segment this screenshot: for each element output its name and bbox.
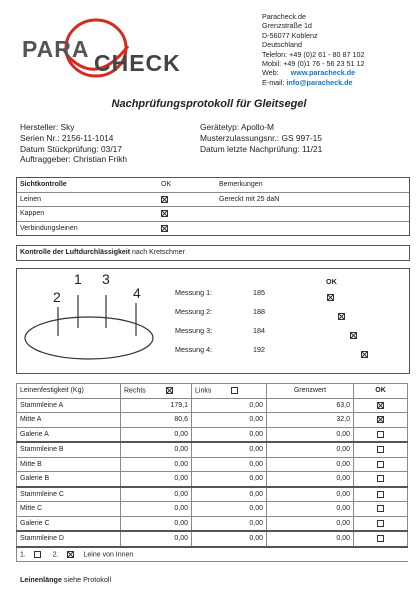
lf-row-links: 0,00	[192, 531, 267, 547]
sicht-row-label: Leinen	[17, 192, 158, 207]
messung-value: 185	[253, 288, 265, 297]
option-2-label: 2.	[52, 550, 59, 558]
lf-row-links: 0,00	[192, 502, 267, 517]
sicht-row	[17, 221, 409, 235]
lf-row	[17, 427, 408, 442]
lf-row	[17, 457, 408, 472]
lf-header-links: Links	[195, 387, 212, 395]
lf-ok-checkbox[interactable]	[377, 535, 384, 542]
lf-row	[17, 531, 408, 547]
lf-row-links: 0,00	[192, 398, 267, 413]
leinenfestigkeit-table	[16, 383, 408, 562]
email-label: E-mail:	[262, 77, 285, 87]
lf-row-label: Stammleine D	[17, 531, 121, 547]
lf-row-rechts: 0,00	[121, 457, 192, 472]
lf-row-ok-cell	[354, 531, 408, 547]
lf-row-ok-cell	[354, 502, 408, 517]
lf-row-rechts: 0,00	[121, 472, 192, 487]
lf-ok-checkbox[interactable]	[377, 402, 384, 409]
messung-label: Messung 3:	[175, 326, 213, 335]
lf-row	[17, 502, 408, 517]
lf-row-ok-cell	[354, 472, 408, 487]
luft-ok-header: OK	[326, 277, 337, 286]
logo	[20, 18, 181, 78]
lf-row	[17, 413, 408, 428]
messung-label: Messung 2:	[175, 307, 213, 316]
luft-heading-rest: nach Kretschmer	[130, 249, 185, 256]
sicht-checkbox[interactable]	[161, 196, 168, 203]
line-number-2: 2	[53, 289, 61, 305]
datum-letzte-nachpruefung: Datum letzte Nachprüfung: 11/21	[200, 143, 323, 154]
messung-label: Messung 1:	[175, 288, 213, 297]
sicht-row-label: Verbindungsleinen	[20, 224, 78, 232]
hersteller: Hersteller: Sky	[20, 122, 75, 132]
lf-row-links: 0,00	[192, 442, 267, 457]
lf-row-links: 0,00	[192, 457, 267, 472]
sicht-row-remark: Gereckt mit 25 daN	[216, 192, 409, 207]
lf-row-grenzwert: 0,00	[267, 442, 354, 457]
info-right	[200, 122, 322, 154]
messung-value: 192	[253, 345, 265, 354]
geraetetyp: Gerätetyp: Apollo-M	[200, 122, 275, 132]
lf-row-label: Stammleine A	[17, 398, 121, 413]
lf-row-label: Mitte B	[17, 457, 121, 472]
lf-row	[17, 398, 408, 413]
leinenlaenge-bold: Leinenlänge	[20, 575, 62, 584]
lf-header-label: Leinenfestigkeit (Kg)	[17, 384, 121, 399]
web-label: Web:	[262, 68, 279, 78]
sicht-checkbox[interactable]	[161, 225, 168, 232]
seriennr: Serien Nr.: 2156-11-1014	[20, 132, 114, 143]
web-link[interactable]: www.paracheck.de	[290, 68, 356, 78]
sicht-checkbox[interactable]	[161, 210, 168, 217]
mobil: Mobil: +49 (0)1 76 - 56 23 51 12	[262, 59, 365, 69]
lf-row	[17, 442, 408, 457]
lf-row-grenzwert: 63,0	[267, 398, 354, 413]
lf-row-grenzwert: 0,00	[267, 487, 354, 502]
lf-ok-checkbox[interactable]	[377, 431, 384, 438]
lf-row-ok-cell	[354, 413, 408, 428]
messung-checkbox[interactable]	[350, 332, 357, 339]
option-1-checkbox[interactable]	[34, 551, 41, 558]
sicht-header-remarks: Bemerkungen	[216, 178, 409, 192]
lf-row-ok-cell	[354, 427, 408, 442]
lf-row-links: 0,00	[192, 472, 267, 487]
lf-row-rechts: 0,00	[121, 442, 192, 457]
lf-footer-row	[17, 547, 408, 562]
company-address	[262, 12, 365, 87]
datum-stueckpruefung: Datum Stückprüfung: 03/17	[20, 143, 122, 154]
sicht-row	[17, 207, 409, 222]
lf-ok-checkbox[interactable]	[377, 446, 384, 453]
messung-label: Messung 4:	[175, 345, 213, 354]
lf-row-links: 0,00	[192, 487, 267, 502]
lf-row-rechts: 179,1	[121, 398, 192, 413]
lf-row	[17, 516, 408, 531]
sicht-row-remark	[216, 221, 409, 235]
lf-row-grenzwert: 0,00	[267, 457, 354, 472]
lf-row-label: Stammleine B	[17, 442, 121, 457]
rechts-checkbox[interactable]	[166, 387, 173, 394]
lf-ok-checkbox[interactable]	[377, 491, 384, 498]
musterzulassung: Musterzulassungsnr.: GS 997-15	[200, 132, 322, 143]
messung-value: 188	[253, 307, 265, 316]
lf-row-label: Mitte A	[17, 413, 121, 428]
auftraggeber: Auftraggeber: Christian Frikh	[20, 154, 128, 165]
leine-von-innen: Leine von Innen	[83, 550, 134, 558]
lf-row	[17, 487, 408, 502]
sicht-row-remark	[216, 207, 409, 222]
messung-checkbox[interactable]	[327, 294, 334, 301]
city: D-56077 Koblenz	[262, 30, 318, 40]
messung-checkbox[interactable]	[338, 313, 345, 320]
lf-row-grenzwert: 0,00	[267, 427, 354, 442]
lf-row-links: 0,00	[192, 427, 267, 442]
lf-row-ok-cell	[354, 516, 408, 531]
luft-heading-bold: Kontrolle der Luftdurchlässigkeit	[20, 249, 131, 256]
page-title: Nachprüfungsprotokoll für Gleitsegel	[111, 98, 307, 110]
lf-ok-checkbox[interactable]	[377, 461, 384, 468]
lf-row-rechts: 0,00	[121, 487, 192, 502]
logo-check-text: CHECK	[94, 50, 181, 76]
line-number-3: 3	[102, 271, 110, 287]
lf-row-label: Galerie B	[17, 472, 121, 487]
lf-row-links: 0,00	[192, 413, 267, 428]
lf-row-rechts: 0,00	[121, 427, 192, 442]
lf-row-rechts: 0,00	[121, 516, 192, 531]
lf-row-label: Mitte C	[17, 502, 121, 517]
lf-row	[17, 472, 408, 487]
lf-row-label: Galerie C	[17, 516, 121, 531]
lf-row-grenzwert: 0,00	[267, 502, 354, 517]
company-name: Paracheck.de	[262, 12, 306, 21]
lf-header-grenzwert: Grenzwert	[267, 384, 354, 399]
lf-row-rechts: 80,6	[121, 413, 192, 428]
lf-header-ok: OK	[354, 384, 408, 399]
option-2-checkbox[interactable]	[67, 551, 74, 558]
messung-checkbox[interactable]	[361, 351, 368, 358]
sicht-header-label: Sichtkontrolle	[17, 178, 158, 192]
leinenlaenge-rest: siehe Protokoll	[61, 575, 112, 584]
lf-row-rechts: 0,00	[121, 502, 192, 517]
lf-row-ok-cell	[354, 398, 408, 413]
line-number-4: 4	[133, 285, 141, 301]
option-1-label: 1.	[20, 550, 26, 558]
leinenlaenge-note	[20, 575, 111, 584]
sicht-row	[17, 192, 409, 207]
street: Grenzstraße 1d	[262, 21, 312, 31]
logo-para-text: PARA	[22, 36, 90, 62]
luft-heading-box	[16, 245, 410, 261]
lf-row-links: 0,00	[192, 516, 267, 531]
lf-ok-checkbox[interactable]	[377, 416, 384, 423]
sichtkontrolle-box	[16, 177, 410, 236]
sicht-header-row	[17, 178, 409, 192]
lf-ok-checkbox[interactable]	[377, 520, 384, 527]
lf-header-rechts: Rechts	[124, 387, 146, 395]
canopy-diagram-icon	[23, 273, 168, 369]
links-checkbox[interactable]	[231, 387, 238, 394]
sicht-header-ok: OK	[158, 178, 216, 192]
line-number-1: 1	[74, 271, 82, 287]
lf-row-grenzwert: 0,00	[267, 516, 354, 531]
country: Deutschland	[262, 40, 302, 50]
lf-row-ok-cell	[354, 457, 408, 472]
email-link[interactable]: info@paracheck.de	[286, 77, 353, 87]
lf-ok-checkbox[interactable]	[377, 475, 384, 482]
info-left	[20, 122, 127, 165]
luft-box	[16, 268, 410, 374]
lf-ok-checkbox[interactable]	[377, 505, 384, 512]
lf-row-label: Galerie A	[17, 427, 121, 442]
lf-row-label: Stammleine C	[17, 487, 121, 502]
lf-row-grenzwert: 32,0	[267, 413, 354, 428]
messung-value: 184	[253, 326, 265, 335]
lf-row-grenzwert: 0,00	[267, 472, 354, 487]
lf-header-row	[17, 384, 408, 399]
lf-row-ok-cell	[354, 487, 408, 502]
lf-row-grenzwert: 0,00	[267, 531, 354, 547]
lf-row-rechts: 0,00	[121, 531, 192, 547]
lf-row-ok-cell	[354, 442, 408, 457]
sicht-row-label: Kappen	[17, 207, 158, 222]
telefon: Telefon: +49 (0)2 61 - 80 87 102	[262, 49, 365, 59]
